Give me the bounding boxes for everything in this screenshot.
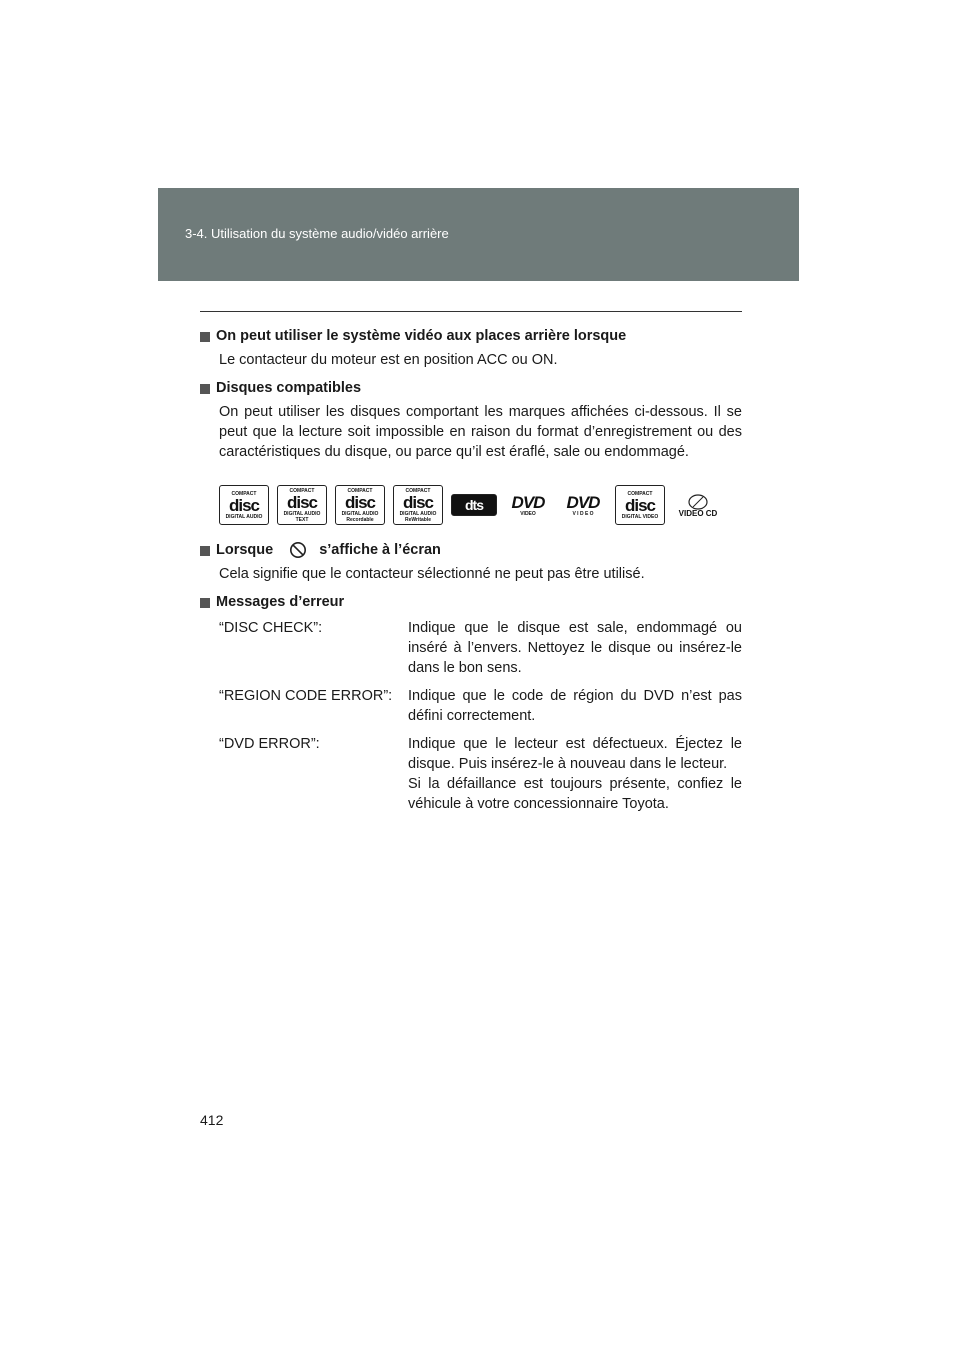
error-description: Indique que le code de région du DVD n’est pas défini correctement.: [408, 688, 742, 724]
error-description-2: Si la défaillance est toujours présente, confiez le véhicule à votre concessionnaire Toyota.: [408, 776, 742, 812]
square-bullet-icon: [200, 332, 210, 342]
section-rear-video-conditions: [200, 326, 742, 370]
section-title-end: s’affiche à l’écran: [319, 542, 441, 558]
chapter-header: [158, 188, 799, 281]
cd-rw-logo: COMPACT disc DIGITAL AUDIO ReWritable: [393, 485, 443, 525]
section-title: On peut utiliser le système vidéo aux places arrière lorsque: [216, 328, 627, 344]
section-compatible-discs: [200, 378, 742, 526]
square-bullet-icon: [200, 546, 210, 556]
section-error-messages: [200, 592, 742, 814]
cd-da-logo: COMPACT disc DIGITAL AUDIO: [219, 485, 269, 525]
dvd-video-logo: DVD VIDEO: [505, 485, 551, 525]
error-code: “REGION CODE ERROR”:: [219, 688, 393, 704]
section-body: Le contacteur du moteur est en position ACC ou ON.: [219, 352, 558, 368]
chapter-title: 3-4. Utilisation du système audio/vidéo arrière: [185, 226, 449, 241]
square-bullet-icon: [200, 598, 210, 608]
digital-video-logo: COMPACT disc DIGITAL VIDEO: [615, 485, 665, 525]
dts-logo: dts: [451, 494, 497, 516]
section-title: Disques compatibles: [216, 380, 362, 396]
cd-text-logo: COMPACT disc DIGITAL AUDIO TEXT: [277, 485, 327, 525]
section-body: On peut utiliser les disques comportant les marques affichées ci-dessous. Il se peut que la lecture soit impossible en raison du format d’enregistrement ou des caractéristiques du disque, ou parce qu’il est éraflé, sale ou endommagé.: [219, 404, 742, 460]
error-row: [219, 686, 742, 726]
error-code: “DVD ERROR”:: [219, 736, 320, 752]
error-row: [219, 734, 742, 814]
section-title-start: Lorsque: [216, 542, 274, 558]
square-bullet-icon: [200, 384, 210, 394]
error-description: Indique que le disque est sale, endommagé ou inséré à l’envers. Nettoyez le disque ou insérez-le dans le bon sens.: [408, 620, 742, 676]
page-number: 412: [200, 1112, 224, 1128]
section-divider: [200, 311, 742, 312]
page-content: [200, 326, 742, 814]
error-code: “DISC CHECK”:: [219, 620, 323, 636]
section-title: Messages d’erreur: [216, 594, 345, 610]
error-description: Indique que le lecteur est défectueux. Éjectez le disque. Puis insérez-le à nouveau dans le lecteur.: [408, 736, 742, 772]
error-row: [219, 618, 742, 678]
video-cd-logo: VIDEO CD: [673, 485, 723, 525]
dvd-video-logo-2: DVD V I D E O: [559, 485, 607, 525]
section-prohibited-symbol: [200, 540, 742, 584]
prohibited-icon: [289, 541, 307, 559]
section-body: Cela signifie que le contacteur sélectionné ne peut pas être utilisé.: [219, 566, 645, 582]
cd-r-logo: COMPACT disc DIGITAL AUDIO Recordable: [335, 485, 385, 525]
disc-logo-row: [219, 484, 742, 526]
